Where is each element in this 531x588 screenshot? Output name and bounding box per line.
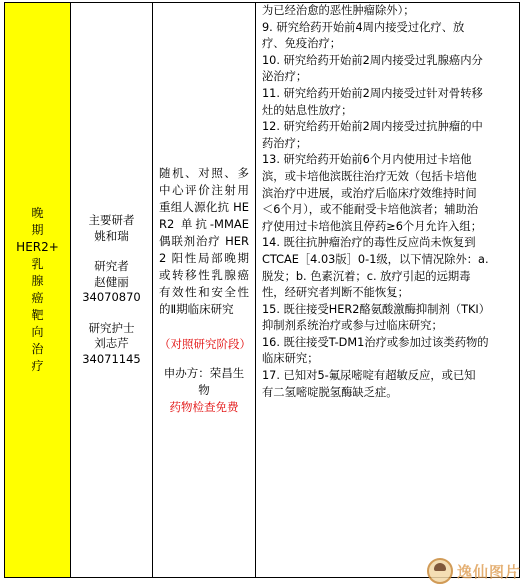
disease-char: 治 [31,342,44,356]
criteria-line: 17. 已知对5-氟尿嘧啶有超敏反应，或已知 [262,369,476,383]
trial-block [159,165,249,416]
disease-char: HER2+ [16,240,59,254]
trial-table [4,2,520,578]
disease-char: 晚 [31,206,44,220]
criteria-line: 为已经治愈的恶性肿瘤除外）； [262,4,415,17]
criteria-line: 灶的姑息性放疗； [262,103,353,117]
disease-char: 乳 [31,257,44,271]
criteria-line: 泌治疗； [262,70,308,84]
disease-char: 靶 [31,308,44,322]
criteria-line: 16. 既往接受T-DM1治疗或参加过该类药物的 [262,335,489,349]
criteria-line: 滨治疗中进展，或治疗后临床疗效维持时间 [262,186,477,200]
pi-name: 姚和瑞 [94,228,129,243]
sponsor: 申办方：荣昌生物 [163,365,245,397]
disease-char: 腺 [31,274,44,288]
criteria-line: CTCAE［4.03版］0-1级，以下情况除外：a. [262,252,489,266]
criteria-line: ＜6个月），或不能耐受卡培他滨者；辅助治 [262,203,479,217]
trial-description: 随机、对照、多中心评价注射用重组人源化抗 HER2 单抗-MMAE 偶联剂治疗 HER2 阳性局部晚期或转移性乳腺癌有效性和安全性的Ⅱ期临床研究 [159,165,249,316]
disease-char: 疗 [31,359,44,373]
criteria-line: 13. 研究给药开始前6个月内使用过卡培他 [262,153,472,167]
criteria-cell [256,3,519,577]
disease-cell [5,3,71,577]
contacts-cell [71,3,153,577]
criteria-line: 11. 研究给药开始前2周内接受过针对骨转移 [262,86,483,100]
criteria-line: 有二氢嘧啶脱氢酶缺乏症。 [262,385,398,399]
trial-cell [153,3,256,577]
researcher-title: 研究者 [94,259,129,273]
criteria-line: 药治疗； [262,136,308,150]
criteria-line: 10. 研究给药开始前2周内接受过乳腺癌内分 [262,53,483,67]
criteria-line: 14. 既往抗肿瘤治疗的毒性反应尚未恢复到 [262,236,476,250]
criteria-line: 滨，或卡培他滨既往治疗无效（包括卡培他 [262,169,477,183]
pi-title: 主要研者 [88,213,135,227]
disease-char: 期 [31,223,44,237]
criteria-line: 临床研究； [262,352,319,366]
criteria-line: 脱发；b. 色素沉着；c. 放疗引起的远期毒 [262,269,471,283]
watermark [427,558,525,584]
criteria-line: 疗使用过卡培他滨且停药≥6个月允许入组； [262,219,482,233]
disease-char: 癌 [31,291,44,305]
criteria-line: 性，经研究者判断不能恢复； [262,286,409,300]
researcher-name: 赵健丽 [94,274,129,289]
criteria-line: 疗、免疫治疗； [262,37,342,51]
nurse-name: 刘志芹 [94,336,129,350]
disease-name [14,205,62,375]
criteria-line: 抑制剂系统治疗或参与过临床研究； [262,319,443,333]
contacts-block [75,213,149,367]
exclusion-criteria [262,3,513,401]
criteria-line: 9. 研究给药开始前4周内接受过化疗、放 [262,20,465,34]
nurse-title: 研究护士 [88,320,135,335]
cartoon-face-icon [427,558,453,584]
criteria-line: 15. 既往接受HER2酪氨酸激酶抑制剂（TKI） [262,302,491,316]
disease-char: 向 [31,325,44,339]
nurse-phone: 34071145 [82,351,141,366]
researcher-phone: 34070870 [82,290,141,304]
watermark-text: 逸仙图片 [457,562,522,581]
phase-note: （对照研究阶段） [159,336,251,351]
criteria-line: 12. 研究给药开始前2周内接受过抗肿瘤的中 [262,120,483,134]
free-note: 药物检查免费 [169,399,239,414]
